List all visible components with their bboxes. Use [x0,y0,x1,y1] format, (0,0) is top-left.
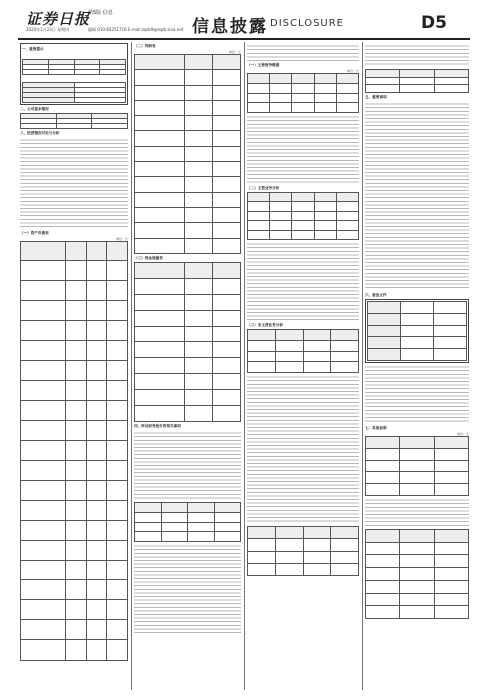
section-heading: 五、重要事项 [365,95,387,99]
section-heading: （一）主要财务数据 [247,63,280,67]
business-table [247,192,359,240]
cash-flow-table [134,262,241,422]
body-text [22,53,126,57]
column-1 [20,42,128,692]
section-heading: （一）资产负债表 [20,230,49,235]
header-rule [18,38,470,40]
summary-table [247,526,359,576]
section-heading: （三）现金流量表 [134,256,163,260]
section-heading: 六、备查文件 [365,293,387,297]
body-text [22,76,126,80]
section-heading: （三）非主营业务分析 [247,323,283,327]
section-heading: 三、经营情况讨论与分析 [20,130,60,135]
column-divider [362,42,363,690]
section-heading: 七、其他说明 [365,426,387,430]
unit-label: 单位：元 [228,50,241,54]
newspaper-logo: 证券日报 [26,10,91,28]
page-number: D5 [421,13,447,33]
body-text [134,430,241,500]
info-table [365,69,469,93]
editor-contact: 编辑 010-83251716 E-mail:zqrb9@zqrb.sina.net [88,27,184,32]
body-text [365,364,469,424]
section-heading: （二）主营业务分析 [247,186,280,190]
body-text [247,374,359,524]
non-business-table [247,329,359,373]
column-4 [365,42,469,692]
info-table [22,59,126,75]
column-divider [244,42,245,690]
section-heading: （二）利润表 [134,44,156,48]
section-title-en: DISCLOSURE [270,18,344,29]
body-text [365,43,469,67]
body-text [20,137,128,229]
basic-info-table [20,113,128,129]
section-heading: 四、涉及财务报告的相关事项 [134,424,181,428]
info-table [367,301,467,361]
column-3 [247,42,359,692]
unit-label: 单位：元 [115,236,128,241]
income-statement-table [134,54,241,254]
section-heading: 一、重要提示 [22,47,44,51]
body-text [365,497,469,527]
body-text [247,114,359,184]
detail-table [365,529,469,619]
financial-data-table [247,73,359,113]
balance-sheet-table [20,241,128,661]
body-text [365,101,469,291]
column-divider [131,42,132,690]
notice-box [365,299,469,363]
info-table [22,82,126,103]
body-text [247,43,359,61]
unit-label: 单位：元 [456,432,469,436]
detail-table [365,436,469,496]
edition-meta: 第5版 信息 [88,10,113,16]
section-heading: 二、公司基本情况 [20,106,49,111]
section-title: 信息披露 [192,17,268,37]
issue-date: 2020年1月23日 星期四 [26,27,70,32]
unit-label: 单位：元 [346,69,359,73]
notice-box [20,43,128,105]
detail-table [134,502,241,542]
column-2 [134,42,241,692]
masthead [0,0,484,44]
body-text [134,543,241,633]
body-text [247,241,359,321]
